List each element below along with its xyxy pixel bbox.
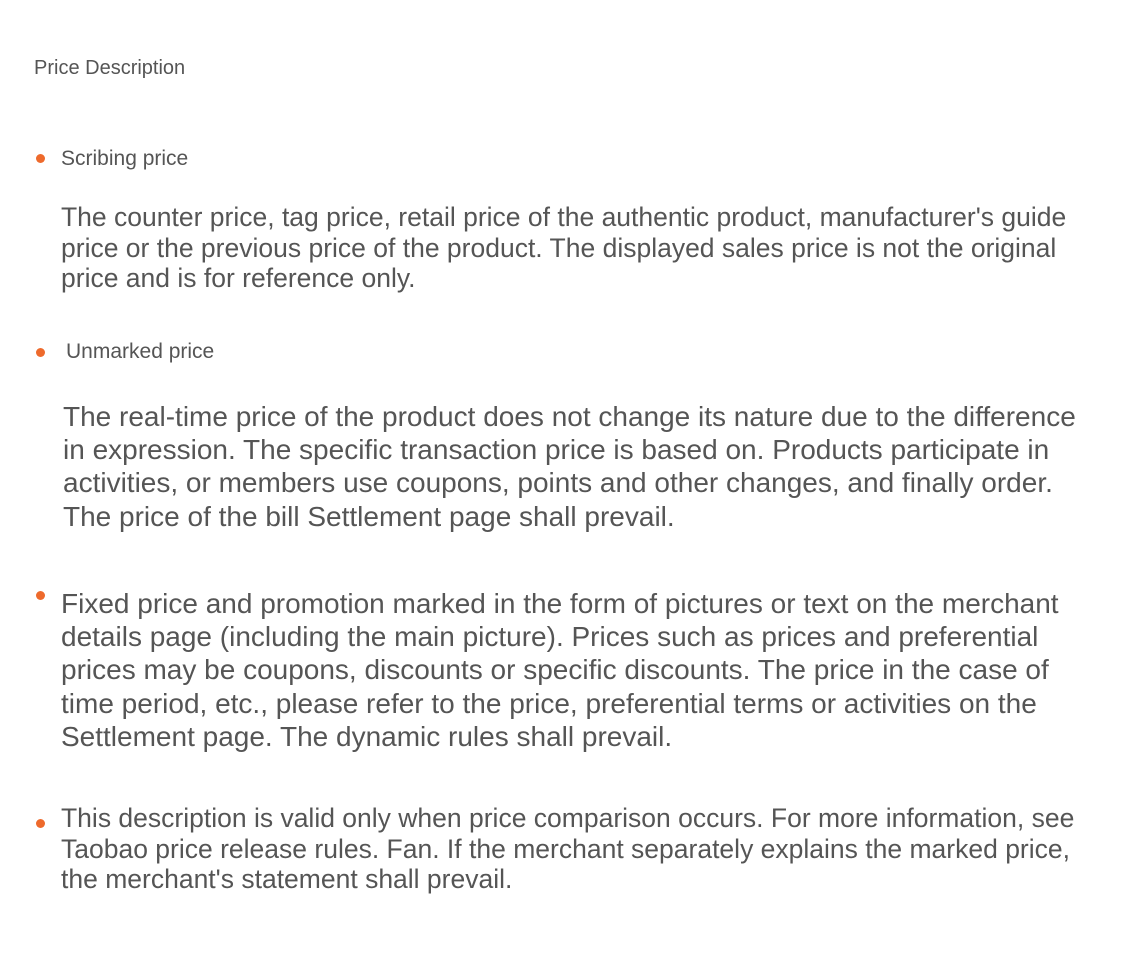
section-body-fixed-price: Fixed price and promotion marked in the form of pictures or text on the merchant details page (including the main picture). Prices such as prices and preferential prices may be coupons, discounts or specific discounts. The price in the case of time period, etc., please refer to the price, preferential terms or activities on the Settlement page. The dynamic rules shall prevail. (61, 588, 1059, 752)
bullet-dot (36, 819, 45, 828)
section-body-unmarked-price: The real-time price of the product does not change its nature due to the difference in expression. The specific transaction price is based on. Products participate in activities, or members use coupons, points and other changes, and finally order. The price of the bill Settlement page shall prevail. (63, 401, 1076, 532)
bullet-dot (36, 154, 45, 163)
bullet-dot (36, 348, 45, 357)
page-title: Price Description (34, 57, 186, 79)
section-heading-unmarked-price: Unmarked price (66, 340, 215, 363)
bullet-dot (36, 591, 45, 600)
section-heading-scribing-price: Scribing price (61, 147, 189, 170)
section-body-scribing-price: The counter price, tag price, retail price of the authentic product, manufacturer's guide price or the previous price of the product. The displayed sales price is not the original price and is for reference only. (61, 202, 1067, 293)
section-body-validity-note: This description is valid only when price comparison occurs. For more information, see Taobao price release rules. Fan. If the merchant separately explains the marked price, the merchant's statement shall prevail. (61, 803, 1075, 894)
